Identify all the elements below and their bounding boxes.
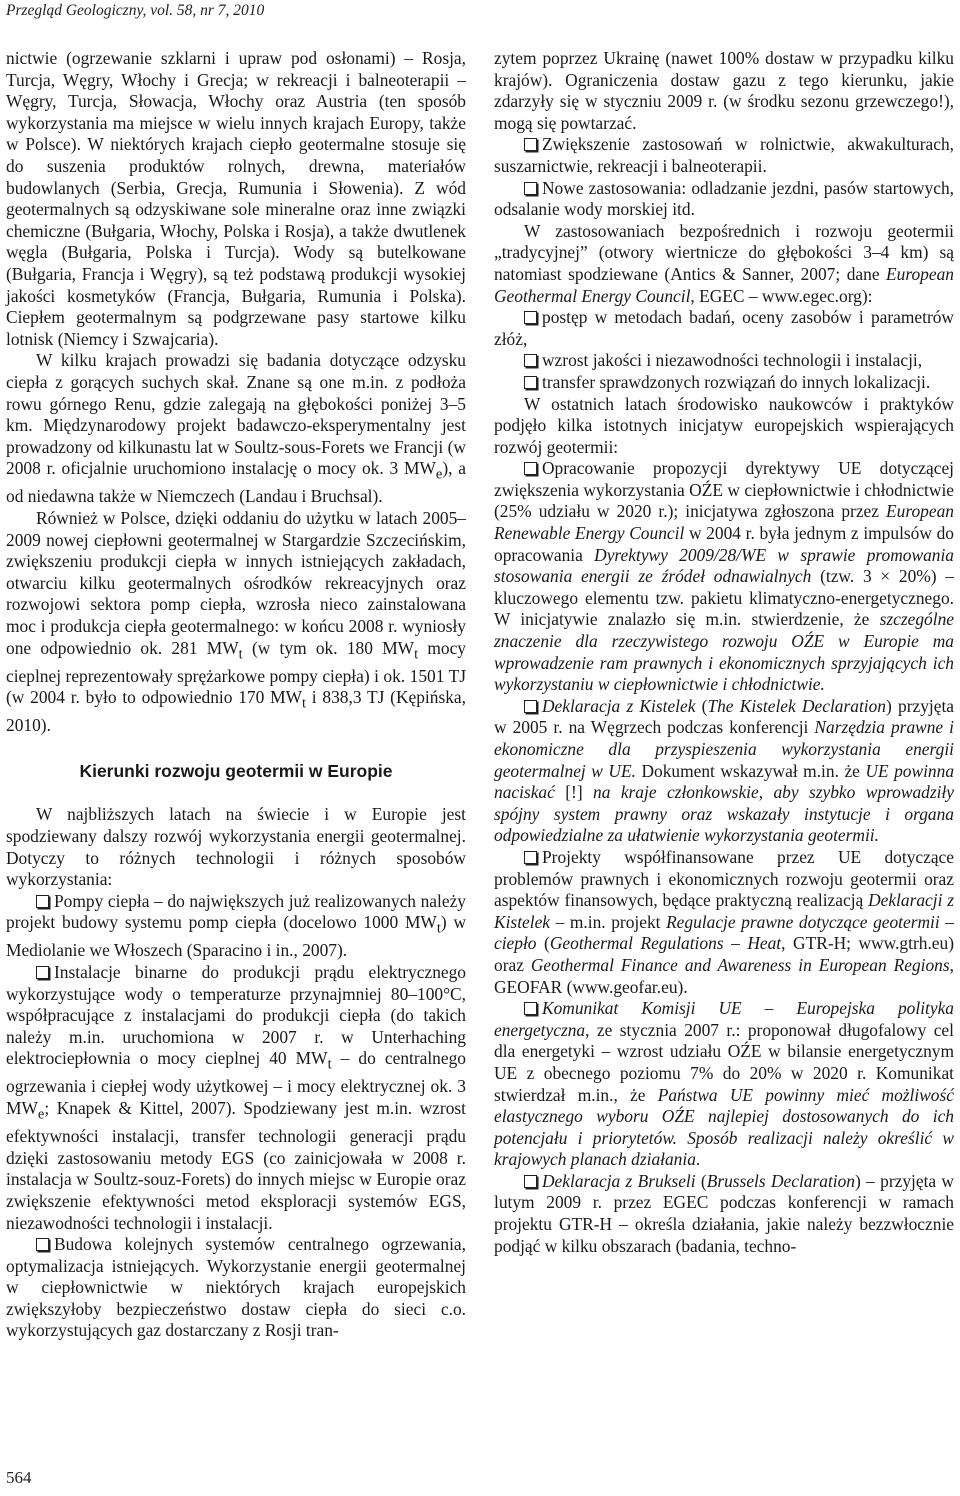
paragraph: W ostatnich latach środowisko naukowców i praktyków podjęło kilka istotnych inicjatyw europejskich wspierających rozwój geotermii: xyxy=(494,393,954,457)
section-heading: Kierunki rozwoju geotermii w Europie xyxy=(79,760,393,781)
bullet-item: Nowe zastosowania: odladzanie jezdni, pasów startowych, odsalanie wody morskiej itd. xyxy=(494,177,954,220)
paragraph: nictwie (ogrzewanie szklarni i upraw pod osłonami) – Rosja, Turcja, Węgry, Włochy i Grecja; w rekreacji i balneoterapii – Węgry, Turcja, Słowacja, Włochy oraz Austria (ten sposób wykorzystania ma miejsce w wielu innych krajach Europy, także w Polsce). W niektórych krajach ciepło geotermalne stosuje się do suszenia produktów rolnych, drewna, materiałów budowlanych (Serbia, Grecja, Rumunia i Słowenia). Z wód geotermalnych są odzyskiwane sole mineralne oraz inne związki chemiczne (Bułgaria, Włochy, Polska i Rosja), a także dwutlenek węgla (Bułgaria, Polska i Turcja). Wody są butelkowane (Bułgaria, Francja i Węgry), są też podstawą produkcji wysokiej jakości kosmetyków (Francja, Bułgaria, Rumunia i Polska). Ciepłem geotermalnym są podgrzewane pasy startowe kilku lotnisk (Niemcy i Szwajcaria). xyxy=(6,48,466,349)
checkbox-bullet-icon xyxy=(524,1002,537,1015)
bullet-item: transfer sprawdzonych rozwiązań do innych lokalizacji. xyxy=(494,372,954,394)
paragraph: zytem poprzez Ukrainę (nawet 100% dostaw w przypadku kilku krajów). Ograniczenia dostaw gazu z tego kierunku, jakie zdarzyły się w styczniu 2009 r. (w środku sezonu grzewczego!), mogą się powtarzać. xyxy=(494,48,954,133)
bullet-item: Opracowanie propozycji dyrektywy UE dotyczącej zwiększenia wykorzystania OŹE w ciepłownictwie i chłodnictwie (25% udziału w 2020 r.); inicjatywa zgłoszona przez European Renewable Energy Council w 2004 r. była jednym z impulsów do opracowania Dyrektywy 2009/28/WE w sprawie promowania stosowania energii ze źródeł odnawialnych (tzw. 3 × 20%) – kluczowego elementu tzw. pakietu klimatyczno-energetycznego. W inicjatywie znalazło się m.in. stwierdzenie, że szczególne znaczenie dla rzeczywistego rozwoju OŹE w Europie ma wprowadzenie ram prawnych i ekonomicznych sprzyjających ich wykorzystaniu w ciepłownictwie i chłodnictwie. xyxy=(494,458,955,695)
checkbox-bullet-icon xyxy=(524,851,537,864)
journal-header: Przegląd Geologiczny, vol. 58, nr 7, 2010 xyxy=(6,2,265,19)
paragraph: W zastosowaniach bezpośrednich i rozwoju geotermii „tradycyjnej” (otwory wiertnicze do głębokości 3–4 km) są natomiast spodziewane (Antics & Sanner, 2007; dane European Geothermal Energy Council, EGEC – www.egec.org): xyxy=(494,220,954,306)
bullet-item: Instalacje binarne do produkcji prądu elektrycznego wykorzystujące wody o temperaturze przynajmniej 80–100°C, współpracujące z instalacjami do produkcji ciepła (do takich należy m.in. uruchomiona w 2007 r. w Unterhaching elektrociepłownia o mocy cieplnej 40 $MW_t$ – do centralnego ogrzewania i ciepłej wody użytkowej – i mocy elektrycznej ok. 3 $MW_e$; Knapek & Kittel, 2007). Spodziewany jest m.in. wzrost efektywności instalacji, transfer technologii generacji prądu dzięki zastosowaniu metody EGS (co zainicjowała w 2008 r. instalacja w Soultz-souz-Forets) do innych miejsc w Europie oraz zwiększenie efektywności metod eksploracji systemów EGS, niezawodności technologii i instalacji. xyxy=(6,962,466,1233)
bullet-item: Komunikat Komisji UE – Europejska polityka energetyczna, ze stycznia 2007 r.: proponował długofalowy cel dla energetyki – wzrost udziału OŹE w bilansie energetycznym UE z obecnego poziomu 7% do 20% w 2020 r. Komunikat stwierdzał m.in., że Państwa UE powinny mieć możliwość elastycznego wyboru OŹE najlepiej dostosowanych do ich potencjału i priorytetów. Sposób realizacji należy określić w krajowych planach działania. xyxy=(494,998,954,1170)
paragraph: W najbliższych latach na świecie i w Europie jest spodziewany dalszy rozwój wykorzystania energii geotermalnej. Dotyczy to różnych technologii i różnych sposobów wykorzystania: xyxy=(6,804,466,890)
checkbox-bullet-icon xyxy=(36,895,49,908)
checkbox-bullet-icon xyxy=(524,376,537,389)
left-column xyxy=(6,48,466,1342)
bullet-item: Deklaracja z Kistelek (The Kistelek Declaration) przyjęta w 2005 r. na Węgrzech podczas konferencji Narzędzia prawne i ekonomiczne dla przyspieszenia wykorzystania energii geotermalnej w UE. Dokument wskazywał m.in. że UE powinna naciskać [!] na kraje członkowskie, aby szybko wprowadziły spójny system prawny oraz wskazały instytucje i organa odpowiedzialne za ułatwienie wykorzystania geotermii. xyxy=(494,695,955,846)
checkbox-bullet-icon xyxy=(524,354,537,367)
checkbox-bullet-icon xyxy=(524,138,537,151)
checkbox-bullet-icon xyxy=(524,182,537,195)
bullet-item: Zwiększenie zastosowań w rolnictwie, akwakulturach, suszarnictwie, rekreacji i balneoterapii. xyxy=(494,134,954,176)
paragraph: Również w Polsce, dzięki oddaniu do użytku w latach 2005–2009 nowej ciepłowni geotermalnej w Stargardzie Szczecińskim, zwiększeniu produkcji ciepła w innych istniejących zakładach, otwarciu kilku geotermalnych ośrodków rekreacyjnych oraz rozwojowi sektora pomp ciepła, wzrosła nieco zainstalowana moc i produkcja ciepła geotermalnego: w końcu 2008 r. wyniosły one odpowiednio ok. 281 $MW_t$ (w tym ok. 180 $MW_t$ mocy cieplnej reprezentowały sprężarkowe pompy ciepła) i ok. 1501 TJ (w 2004 r. było to odpowiednio 170 $MW_t$ i 838,3 TJ (Kępińska, 2010). xyxy=(6,507,467,736)
bullet-item: Budowa kolejnych systemów centralnego ogrzewania, optymalizacja istniejących. Wykorzystanie energii geotermalnej w ciepłownictwie w niektórych krajach europejskich zwiększyłoby bezpieczeństwo dostaw ciepła do sieci c.o. wykorzystujących gaz dostarczany z Rosji tran- xyxy=(6,1234,466,1341)
checkbox-bullet-icon xyxy=(524,462,537,475)
right-column xyxy=(494,48,954,1257)
paragraph: W kilku krajach prowadzi się badania dotyczące odzysku ciepła z gorących suchych skał. Znane są one m.in. z podłoża rowu górnego Renu, gdzie zalegają na głębokości poniżej 3–5 km. Międzynarodowy projekt badawczo-eksperymentalny jest prowadzony od kilkunastu lat w Soultz-sous-Forets we Francji (w 2008 r. oficjalnie uruchomiono instalację o mocy ok. 3 $MW_e$), a od niedawna także w Niemczech (Landau i Bruchsal). xyxy=(6,350,466,507)
bullet-item: Projekty współfinansowane przez UE dotyczące problemów prawnych i ekonomicznych rozwoju geotermii oraz aspektów finansowych, będące praktyczną realizacją Deklaracji z Kistelek – m.in. projekt Regulacje prawne dotyczące geotermii – ciepło (Geothermal Regulations – Heat, GTR-H; www.gtrh.eu) oraz Geothermal Finance and Awareness in European Regions, GEOFAR (www.geofar.eu). xyxy=(494,846,955,997)
bullet-item: Deklaracja z Brukseli (Brussels Declaration) – przyjęta w lutym 2009 r. przez EGEC podczas konferencji w ramach projektu GTR-H – określa działania, jakie należy bezzwłocznie podjąć w kilku obszarach (badania, techno- xyxy=(494,1170,954,1256)
bullet-item: Pompy ciepła – do największych już realizowanych należy projekt budowy systemu pomp ciepła (docelowo 1000 $MW_t$) w Mediolanie we Włoszech (Sparacino i in., 2007). xyxy=(6,890,467,961)
checkbox-bullet-icon xyxy=(524,311,537,324)
checkbox-bullet-icon xyxy=(36,966,49,979)
page-number: 564 xyxy=(6,1468,32,1487)
checkbox-bullet-icon xyxy=(524,700,537,713)
checkbox-bullet-icon xyxy=(524,1175,537,1188)
checkbox-bullet-icon xyxy=(36,1238,49,1251)
bullet-item: postęp w metodach badań, oceny zasobów i parametrów złóż, xyxy=(494,307,954,349)
bullet-item: wzrost jakości i niezawodności technologii i instalacji, xyxy=(494,350,954,372)
